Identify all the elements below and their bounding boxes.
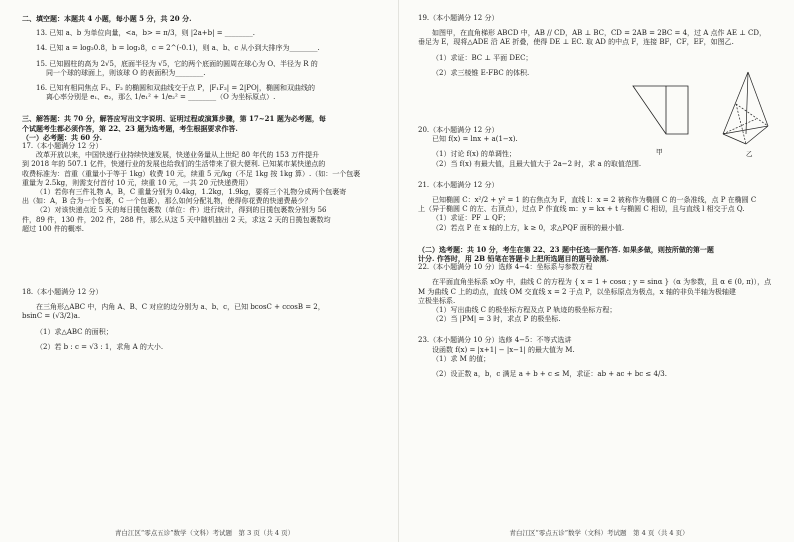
page-4 xyxy=(418,14,780,542)
q17-line-9: 超过 100 件的概率. xyxy=(22,224,85,233)
optional-header: （二）选考题：共 10 分，考生在第 22、23 题中任选一题作答. 如果多做，则按所做的第一题 xyxy=(418,244,714,254)
question-20-title: 20.（本小题满分 12 分） xyxy=(418,126,499,135)
q21-line-1: 已知椭圆 C：x²/2 + y² = 1 的右焦点为 F，直线 l：x = 2 被称作为椭圆 C 的一条准线，点 P 在椭圆 C xyxy=(432,196,757,205)
q18-line-1: 在三角形△ABC 中，内角 A、B、C 对应的边分别为 a、b、c，已知 bcosC + ccosB = 2， xyxy=(36,303,325,312)
fig-jia-label: 甲 xyxy=(656,148,663,156)
q20-line-2: （1）讨论 f(x) 的单调性； xyxy=(432,150,516,159)
q21-line-3: （1）求证：PF ⊥ QF； xyxy=(432,214,510,223)
q17-line-1: 改革开放以来，中国快递行业持续快速发展，快递业务量从上世纪 80 年代的 153 万件提升 xyxy=(36,151,320,160)
pyramid-dashed-2 xyxy=(736,104,746,144)
q23-line-1: 设函数 f(x) = |x+1| − |x−1| 的最大值为 M. xyxy=(432,345,575,354)
q17-line-7: （2）对该快递点近 5 天的每日揽包裹数（单位：件）进行统计，得到的日揽包裹数分别为 56 xyxy=(36,206,327,215)
q20-line-1: 已知 f(x) = lnx + a(1−x). xyxy=(432,135,518,144)
pyramid-base-3 xyxy=(746,126,768,144)
q19-line-1: 如图甲，在直角梯形 ABCD 中，AB // CD，AB ⊥ BC，CD = 2AB = 2BC = 4，过 A 点作 AE ⊥ CD， xyxy=(432,29,766,38)
question-23-title: 23.（本小题满分 10 分）选修 4−5：不等式选讲 xyxy=(418,336,572,345)
trapezoid-shape xyxy=(633,86,688,134)
q17-line-8: 件，89 件，130 件，202 件，288 件，那么从这 5 天中随机抽出 2 天，求这 2 天的日揽包裹数均 xyxy=(22,215,331,224)
question-15: 15. 已知圆柱的高为 2√5，底面半径为 √5，它的两个底面的圆周在球心为 O、半径为 R 的 xyxy=(36,59,318,68)
q18-line-2: bsinC = (√3/2)a. xyxy=(22,312,81,321)
pyramid-base-2 xyxy=(723,134,746,144)
question-15-cont: 同一个球的球面上，则该球 O 的表面积为________. xyxy=(46,68,206,77)
fig-yi-label: 乙 xyxy=(746,150,753,158)
q22-line-1: 在平面直角坐标系 xOy 中，曲线 C 的方程为 { x = 1 + cosα ; y = sinα }（α 为参数，且 α ∈ (0, π)），点 xyxy=(432,278,772,287)
page-footer-left: 青白江区“零点五诊”数学（文科）考试题 第 3 页（共 4 页） xyxy=(114,528,295,537)
q19-line-3: （1）求证：BC ⊥ 平面 DEC； xyxy=(432,53,533,62)
page-divider xyxy=(398,0,399,542)
q17-line-3: 收费标准为：首重（重量小于等于 1kg）收费 10 元，续重 5 元/kg（不足 1kg 按 1kg 算）.（如：一个包裹 xyxy=(22,169,361,178)
q22-line-4: （1）写出曲线 C 的极坐标方程及点 P 轨迹的极坐标方程； xyxy=(432,306,617,315)
section3-header: 三、解答题：共 70 分，解答应写出文字说明、证明过程或演算步骤，第 17~21 题为必考题，每 xyxy=(22,114,326,124)
q19-line-2: 垂足为 E，现将△ADE 沿 AE 折叠，使得 DE ⊥ EC. 取 AD 的中点 F，连接 BF，CF，EF，如图乙. xyxy=(418,38,734,47)
pyramid-edge-2 xyxy=(748,72,768,126)
page-footer-right: 青白江区“零点五诊”数学（文科）考试题 第 4 页（共 4 页） xyxy=(509,528,689,537)
question-17-title: 17.（本小题满分 12 分） xyxy=(22,142,103,151)
question-13: 13. 已知 a、b 为单位向量，<a，b> = π/3，则 |2a+b| = ________. xyxy=(36,29,256,38)
question-19-title: 19.（本小题满分 12 分） xyxy=(418,14,499,22)
required-header: （一）必考题：共 60 分. xyxy=(22,132,103,142)
q17-line-6: 出（如：A，B 合为一个包裹，C 一个包裹），那么如何分配礼物，使得你花费的快递费最少？ xyxy=(22,197,312,206)
pyramid-edge-3 xyxy=(746,72,748,134)
q18-line-4: （2）若 b : c = √3 : 1，求角 A 的大小. xyxy=(36,342,164,351)
q23-line-2: （1）求 M 的值； xyxy=(432,354,491,363)
q20-line-3: （2）当 f(x) 有最大值，且最大值大于 2a−2 时，求 a 的取值范围. xyxy=(432,159,642,168)
question-14: 14. 已知 a = log₂0.8，b = log₂8，c = 2^(-0.1)，则 a、b、c 从小到大排序为________. xyxy=(36,44,320,53)
pyramid-edge-1 xyxy=(723,72,748,134)
q22-line-2: M 为曲线 C 上的动点，直线 OM 交直线 x = 2 于点 P，以坐标原点为极点，x 轴的非负半轴为极轴建 xyxy=(418,287,736,296)
question-18-title: 18.（本小题满分 12 分） xyxy=(22,288,103,297)
q18-line-3: （1）求△ABC 的面积； xyxy=(36,327,113,336)
question-16: 16. 已知有相同焦点 F₁、F₂ 的椭圆和双曲线交于点 P，|F₁F₂| = 2|PO|，椭圆和双曲线的 xyxy=(36,84,316,93)
q17-line-4: 重量为 2.5kg，则需支付首付 10 元，续重 10 元，一共 20 元快递费用） xyxy=(22,178,253,187)
section3-header-cont: 个试题考生都必须作答，第 22、23 题为选考题，考生根据要求作答. xyxy=(22,123,238,133)
q19-line-4: （2）求三棱锥 E-FBC 的体积. xyxy=(432,68,530,77)
q22-line-3: 立极坐标系. xyxy=(418,296,456,305)
section2-header: 二、填空题：本题共 4 小题，每小题 5 分，共 20 分. xyxy=(22,14,192,23)
trapezoid-figure xyxy=(628,64,778,159)
q22-line-5: （2）当 |PM| = 3 时，求点 P 的极坐标. xyxy=(432,315,561,324)
question-22-title: 22.（本小题满分 10 分）选修 4−4：坐标系与参数方程 xyxy=(418,263,593,272)
question-21-title: 21.（本小题满分 12 分） xyxy=(418,180,499,189)
q17-line-5: （1）若你有三件礼物 A，B，C 重量分别为 0.4kg，1.2kg，1.9kg，要将三个礼物分成两个包裹寄 xyxy=(36,188,347,197)
pyramid-base-1 xyxy=(723,126,768,134)
q21-line-2: 上（异于椭圆 C 的左、右顶点），过点 P 作直线 m：y = kx + t 与椭圆 C 相切，且与直线 l 相交于点 Q. xyxy=(418,205,745,214)
optional-header-cont: 计分. 作答时，用 2B 铅笔在答题卡上把所选题目的题号涂黑. xyxy=(418,254,609,264)
q19-figures xyxy=(628,64,778,159)
q17-line-2: 到 2018 年的 507.1 亿件，快递行业的发展也给我们的生活带来了很大便利. 已知某市某快递点的 xyxy=(22,160,326,169)
page-3 xyxy=(22,14,387,542)
q21-line-4: （2）若点 P 在 x 轴的上方，k ≥ 0，求△PQF 面积的最小值. xyxy=(432,223,625,232)
question-16-cont: 离心率分别是 e₁、e₂，那么 1/e₁² + 1/e₂² = ________（O 为坐标原点）. xyxy=(46,93,276,102)
q23-line-3: （2）设正数 a，b，c 满足 a + b + c ≤ M，求证：ab + ac + bc ≤ 4/3. xyxy=(432,370,667,379)
